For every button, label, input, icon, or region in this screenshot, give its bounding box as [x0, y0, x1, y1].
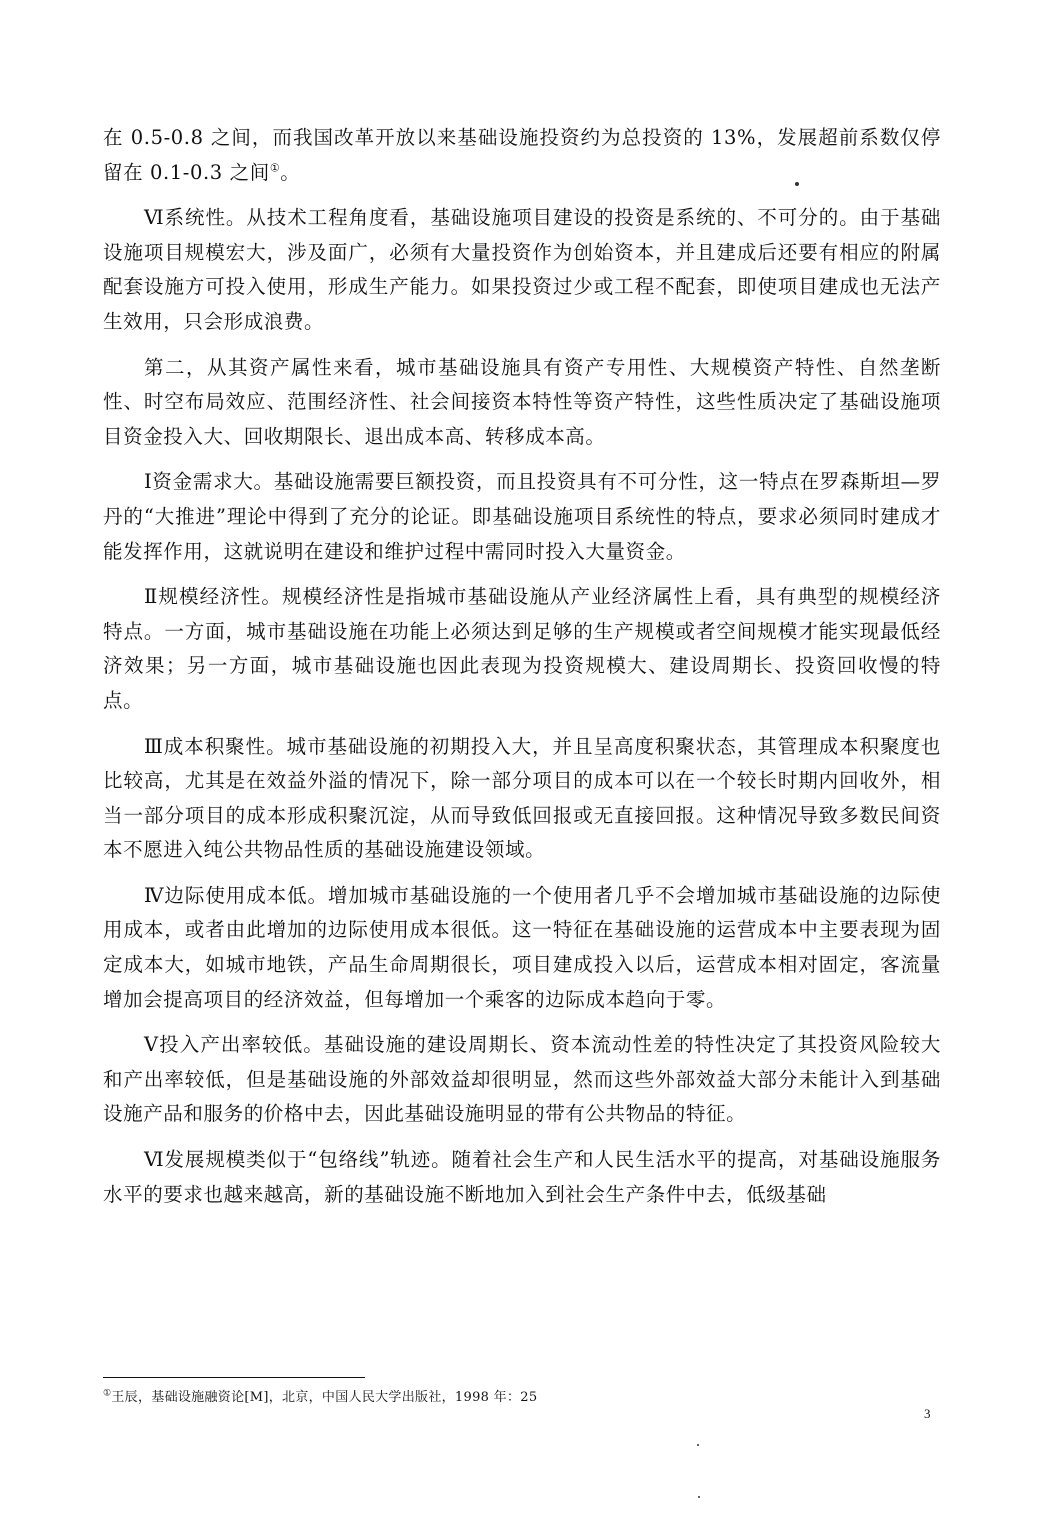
body-text: [103, 121, 941, 1223]
paragraph-systematic: Ⅵ系统性。从技术工程角度看，基础设施项目建设的投资是系统的、不可分的。由于基础设施项目规模宏大，涉及面广，必须有大量投资作为创始资本，并且建成后还要有相应的附属配套设施方可投入使用，形成生产能力。如果投资过少或工程不配套，即使项目建成也无法产生效用，只会形成浪费。: [103, 206, 941, 333]
footnote-mark: ①: [103, 1388, 112, 1399]
footnote-text: 王辰，基础设施融资论[M]，北京，中国人民大学出版社，1998 年：25: [111, 1390, 538, 1405]
paragraph-economies-of-scale: Ⅱ规模经济性。规模经济性是指城市基础设施从产业经济属性上看，具有典型的规模经济特点。一方面，城市基础设施在功能上必须达到足够的生产规模或者空间规模才能实现最低经济效果；另一方面，城市基础设施也因此表现为投资规模大、建设周期长、投资回收慢的特点。: [103, 585, 941, 712]
paragraph-envelope-curve: Ⅵ发展规模类似于“包络线”轨迹。随着社会生产和人民生活水平的提高，对基础设施服务水平的要求也越来越高，新的基础设施不断地加入到社会生产条件中去，低级基础: [103, 1148, 941, 1206]
paragraph-text: 在 0.5-0.8 之间，而我国改革开放以来基础设施投资约为总投资的 13%，发展超前系数仅停留在 0.1-0.3 之间: [103, 126, 941, 184]
scan-speck: [795, 182, 799, 186]
scan-speck: [698, 1496, 700, 1498]
paragraph-text-end: 。: [280, 160, 301, 184]
paragraph-marginal-cost: Ⅳ边际使用成本低。增加城市基础设施的一个使用者几乎不会增加城市基础设施的边际使用成本，或者由此增加的边际使用成本很低。这一特征在基础设施的运营成本中主要表现为固定成本大，如城市地铁，产品生命周期很长，项目建成投入以后，运营成本相对固定，客流量增加会提高项目的经济效益，但每增加一个乘客的边际成本趋向于零。: [103, 883, 941, 1011]
paragraph-capital-demand: Ⅰ资金需求大。基础设施需要巨额投资，而且投资具有不可分性，这一特点在罗森斯坦—罗丹的“大推进”理论中得到了充分的论证。即基础设施项目系统性的特点，要求必须同时建成才能发挥作用，这就说明在建设和维护过程中需同时投入大量资金。: [103, 470, 941, 563]
paragraph-cost-accumulation: Ⅲ成本积聚性。城市基础设施的初期投入大，并且呈高度积聚状态，其管理成本积聚度也比较高，尤其是在效益外溢的情况下，除一部分项目的成本可以在一个较长时期内回收外，相当一部分项目的成本形成积聚沉淀，从而导致低回报或无直接回报。这种情况导致多数民间资本不愿进入纯公共物品性质的基础设施建设领域。: [103, 734, 941, 862]
paragraph-asset-attributes: 第二，从其资产属性来看，城市基础设施具有资产专用性、大规模资产特性、自然垄断性、时空布局效应、范围经济性、社会间接资本特性等资产特性，这些性质决定了基础设施项目资金投入大、回收期限长、退出成本高、转移成本高。: [103, 355, 941, 448]
scan-speck: [697, 1444, 699, 1446]
page-number: 3: [924, 1406, 931, 1421]
footnote-reference: ①: [269, 161, 281, 175]
footnote: [103, 1389, 803, 1407]
paragraph-continuation: [103, 121, 941, 190]
paragraph-input-output: Ⅴ投入产出率较低。基础设施的建设周期长、资本流动性差的特性决定了其投资风险较大和产出率较低，但是基础设施的外部效益却很明显，然而这些外部效益大部分未能计入到基础设施产品和服务的价格中去，因此基础设施明显的带有公共物品的特征。: [103, 1033, 941, 1126]
footnote-divider: [103, 1377, 365, 1378]
